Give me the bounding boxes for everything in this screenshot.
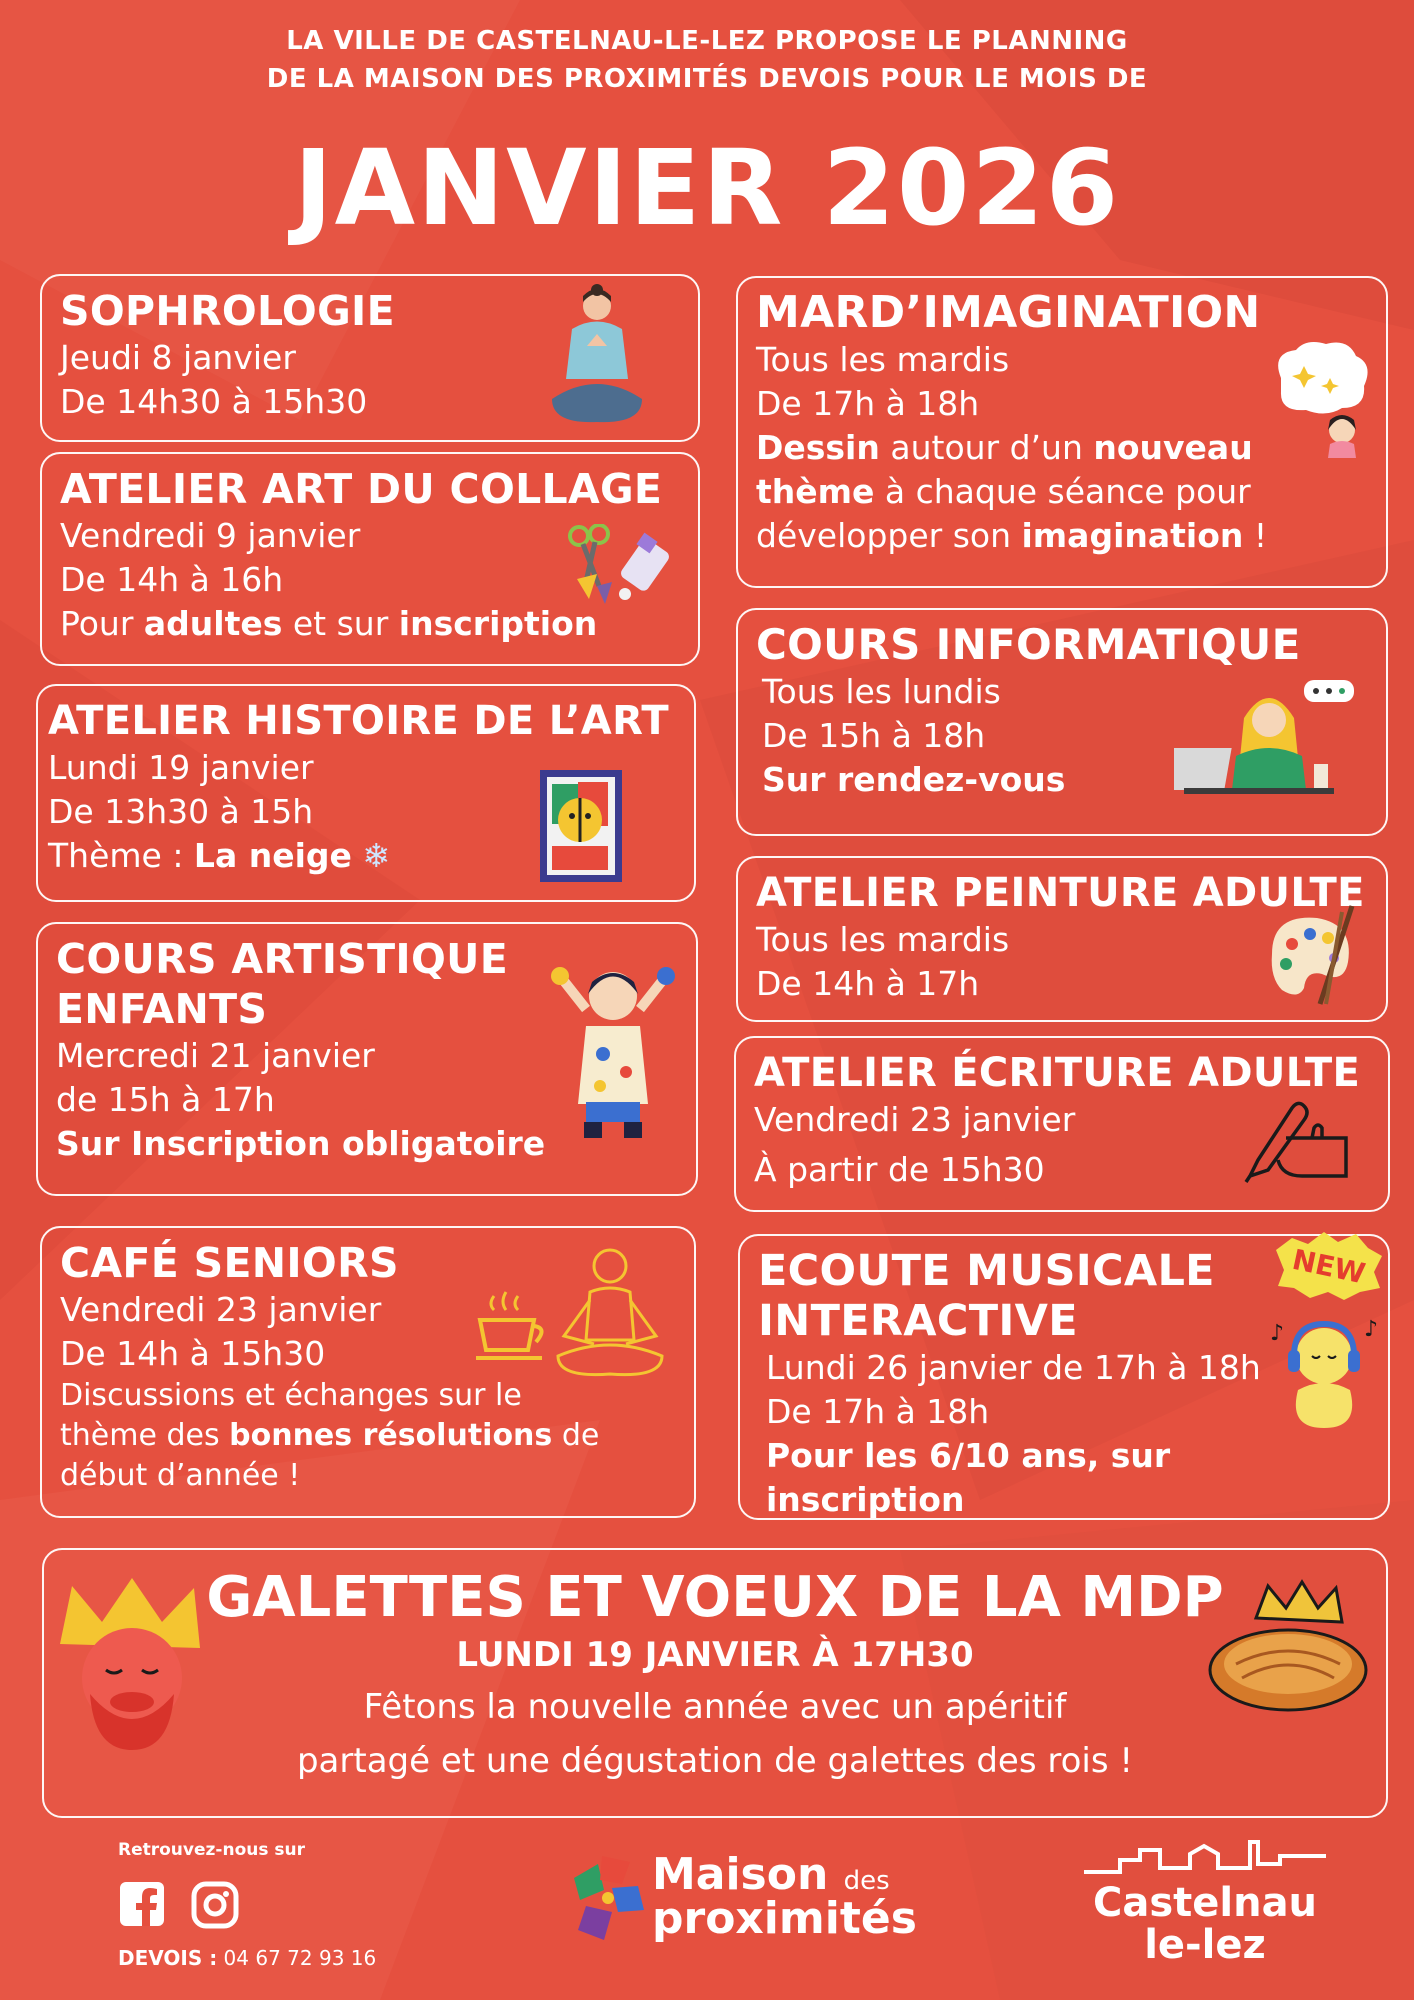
new-badge (1272, 1230, 1384, 1300)
card-cours-artistique (36, 922, 698, 1196)
maison-proximites-logo-mark (568, 1850, 650, 1946)
card-desc-line-2: thème des bonnes résolutions de (60, 1418, 600, 1453)
card-art-collage (40, 452, 700, 666)
card-desc-line-1: Dessin autour d’un nouveau (756, 428, 1253, 467)
card-mard-imagination (736, 276, 1388, 588)
laptop-woman-icon (1174, 678, 1364, 808)
card-title: ATELIER ART DU COLLAGE (60, 465, 663, 513)
card-title-line-2: ENFANTS (56, 985, 268, 1033)
scissors-glue-icon (567, 524, 677, 609)
card-date: Tous les mardis (756, 340, 1010, 379)
maison-proximites-logo (568, 1850, 948, 1950)
card-title: COURS INFORMATIQUE (756, 620, 1301, 669)
galettes-title: GALETTES ET VOEUX DE LA MDP (206, 1565, 1224, 1630)
logo-text-des: des (843, 1866, 890, 1896)
card-time: De 17h à 18h (756, 384, 980, 423)
galettes-date: LUNDI 19 JANVIER À 17H30 (456, 1635, 974, 1675)
meditation-woman-icon (542, 284, 652, 429)
card-theme: Thème : La neige ❄ (48, 836, 391, 875)
footer-phone: DEVOIS : 04 67 72 93 16 (118, 1946, 377, 1970)
card-desc-line-1: Discussions et échanges sur le (60, 1378, 522, 1413)
card-desc-line-3: développer son imagination ! (756, 516, 1268, 555)
card-note: Pour les 6/10 ans, sur inscription (766, 1436, 1171, 1519)
card-sophrologie (40, 274, 700, 442)
paint-palette-icon (1262, 904, 1362, 1014)
card-title: ATELIER HISTOIRE DE L’ART (48, 698, 669, 744)
card-title-line-2: INTERACTIVE (758, 1296, 1078, 1346)
card-time: De 14h à 16h (60, 560, 284, 599)
card-date: Tous les mardis (756, 920, 1010, 959)
card-date: Tous les lundis (762, 672, 1001, 711)
card-time: De 14h à 15h30 (60, 1334, 326, 1373)
card-time: De 14h à 17h (756, 964, 980, 1003)
card-ecriture-adulte (734, 1036, 1390, 1212)
card-title-line-1: COURS ARTISTIQUE (56, 935, 508, 983)
galettes-text-1: Fêtons la nouvelle année avec un apéritif (363, 1687, 1067, 1727)
card-title: ATELIER ÉCRITURE ADULTE (754, 1050, 1361, 1096)
card-galettes (42, 1548, 1388, 1818)
card-date: Lundi 19 janvier (48, 748, 314, 787)
card-date: Mercredi 21 janvier (56, 1036, 375, 1075)
card-title: CAFÉ SENIORS (60, 1239, 399, 1287)
card-note: Pour adultes et sur inscription (60, 604, 598, 643)
card-cafe-seniors (40, 1226, 696, 1518)
music-listener-icon (1264, 1316, 1384, 1436)
logo-text-proximites: proximités (652, 1893, 917, 1944)
card-histoire-art (36, 684, 696, 902)
card-date: Vendredi 23 janvier (60, 1290, 382, 1329)
logo-text-maison: Maison (652, 1849, 829, 1900)
card-time: De 14h30 à 15h30 (60, 382, 368, 421)
card-note: Sur Inscription obligatoire (56, 1124, 546, 1163)
page-title: JANVIER 2026 (293, 127, 1121, 249)
card-date: Lundi 26 janvier de 17h à 18h (766, 1348, 1261, 1387)
card-time: À partir de 15h30 (754, 1150, 1045, 1189)
city-name-line-1: Castelnau (1092, 1880, 1318, 1926)
intro-line-1: LA VILLE DE CASTELNAU-LE-LEZ PROPOSE LE PLANNING (286, 26, 1128, 56)
card-date: Vendredi 23 janvier (754, 1100, 1076, 1139)
card-desc-line-2: thème à chaque séance pour (756, 472, 1251, 511)
card-note: Sur rendez-vous (762, 760, 1066, 799)
card-title: SOPHROLOGIE (60, 287, 395, 335)
imagination-cloud-icon (1266, 338, 1376, 458)
card-desc-line-3: début d’année ! (60, 1458, 301, 1493)
card-ecoute-musicale (738, 1234, 1390, 1520)
facebook-icon[interactable] (118, 1880, 168, 1930)
card-date: Jeudi 8 janvier (60, 338, 296, 377)
city-name-line-2: le-lez (1144, 1922, 1266, 1968)
meditation-figure-icon (550, 1244, 670, 1384)
card-time: De 17h à 18h (766, 1392, 990, 1431)
new-badge-label: NEW (1289, 1242, 1369, 1291)
writing-hand-icon (1242, 1098, 1352, 1184)
coffee-cup-icon (472, 1288, 552, 1368)
card-cours-informatique (736, 608, 1388, 836)
svg-text:♪: ♪ (1270, 1321, 1285, 1346)
card-title: ATELIER PEINTURE ADULTE (756, 870, 1365, 916)
card-peinture-adulte (736, 856, 1388, 1022)
intro-line-2: DE LA MAISON DES PROXIMITÉS DEVOIS POUR LE MOIS DE (266, 64, 1148, 94)
footer-find-us: Retrouvez-nous sur (118, 1840, 305, 1860)
card-date: Vendredi 9 janvier (60, 516, 361, 555)
card-time: de 15h à 17h (56, 1080, 275, 1119)
city-skyline-icon (1080, 1838, 1330, 1878)
instagram-icon[interactable] (190, 1880, 240, 1930)
svg-text:♪: ♪ (1364, 1317, 1379, 1342)
painting-frame-icon (538, 768, 624, 884)
galettes-text-2: partagé et une dégustation de galettes des rois ! (296, 1741, 1134, 1781)
child-painter-icon (548, 954, 678, 1144)
castelnau-logo (1070, 1838, 1340, 1968)
card-time: De 15h à 18h (762, 716, 986, 755)
card-title: MARD’IMAGINATION (756, 287, 1261, 338)
card-title-line-1: ECOUTE MUSICALE (758, 1246, 1215, 1296)
snowflake-icon: ❄ (362, 836, 391, 875)
card-time: De 13h30 à 15h (48, 792, 314, 831)
king-icon (50, 1574, 220, 1754)
intro-text (0, 22, 1414, 98)
galette-icon (1206, 1578, 1376, 1718)
